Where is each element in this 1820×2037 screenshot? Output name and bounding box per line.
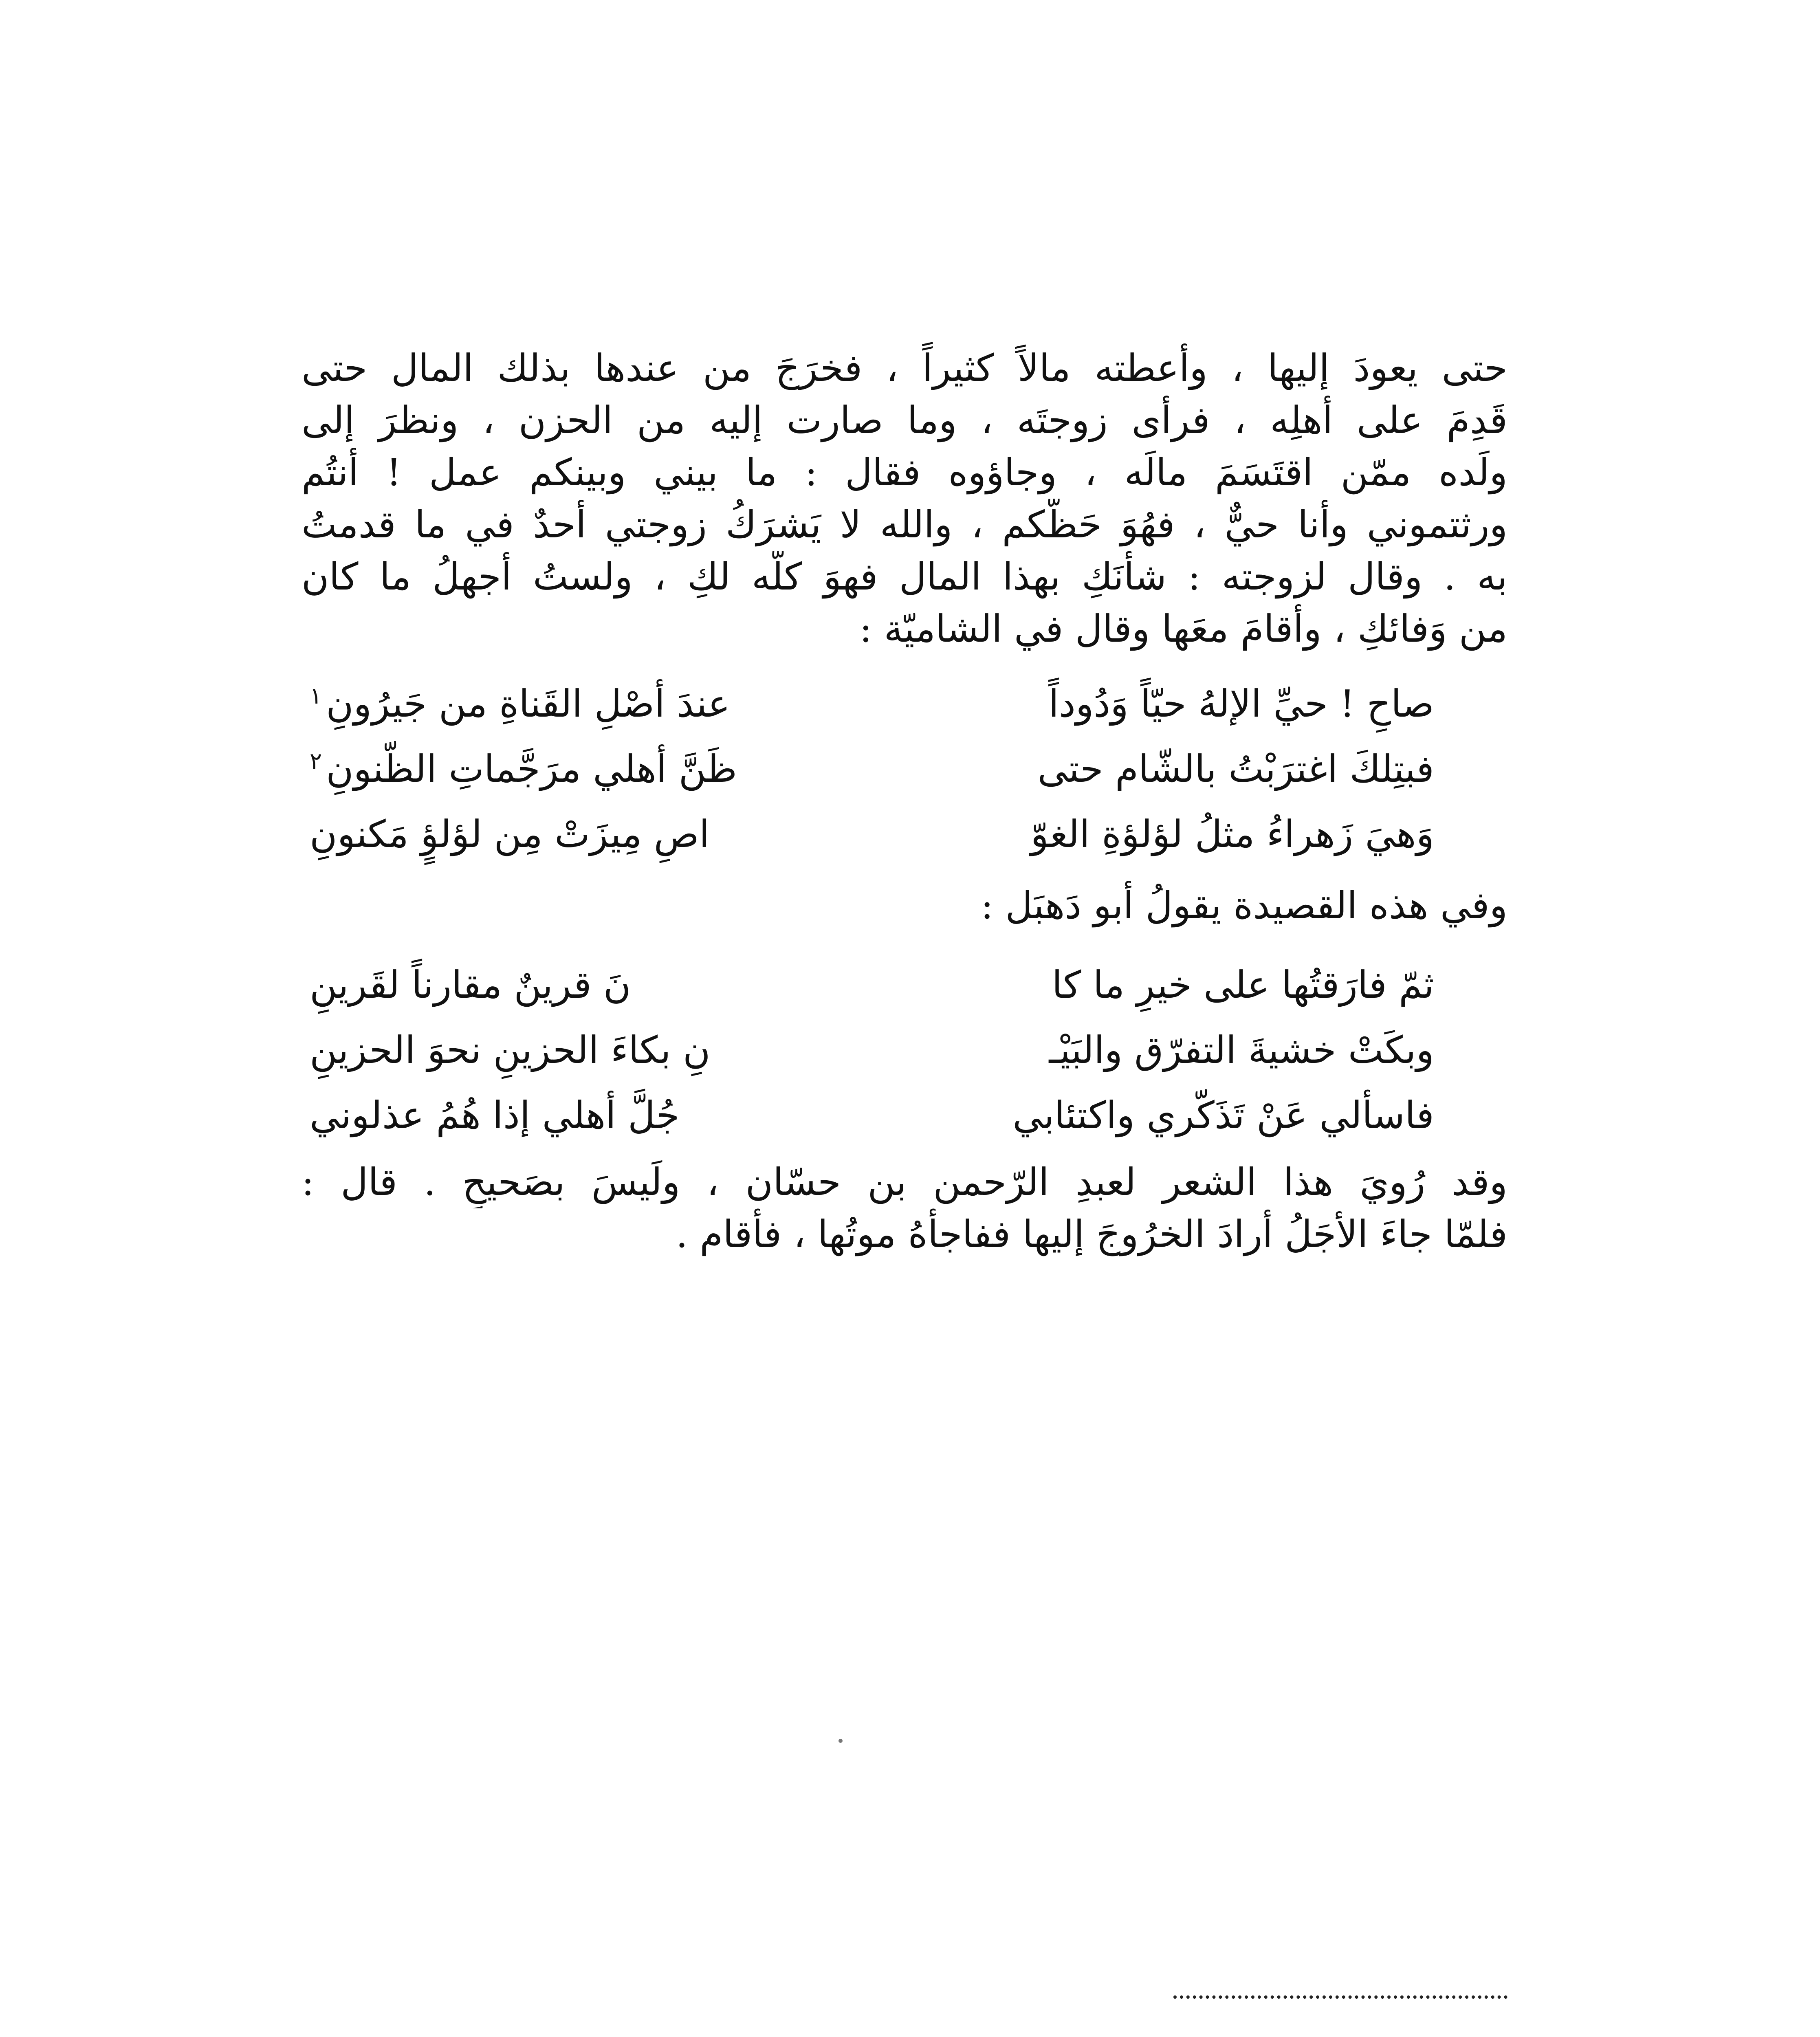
poem-2 bbox=[301, 953, 1507, 1148]
verse-row bbox=[310, 1018, 1434, 1083]
hemistich-second-text: اصِ مِيزَتْ مِن لؤلؤٍ مَكنونِ bbox=[310, 812, 710, 856]
verse-row bbox=[310, 737, 1434, 802]
hemistich-second: نِ بكاءَ الحزينِ نحوَ الحزينِ bbox=[310, 1028, 711, 1072]
separator-dot bbox=[838, 1739, 843, 1743]
footnotes bbox=[611, 2033, 1507, 2037]
hemistich-first: صاحِ ! حيِّ الإلهُ حيّاً وَدُوداً bbox=[1048, 682, 1434, 726]
prose-line: فلمّا جاءَ الأجَلُ أرادَ الخرُوجَ إليها ففاجأهُ موتُها ، فأقام . bbox=[676, 1212, 1507, 1256]
hemistich-first: فاسألي عَنْ تَذَكّري واكتئابي bbox=[1012, 1093, 1434, 1137]
prose-line: قَدِمَ على أهلِه ، فرأى زوجتَه ، وما صارت إليه من الحزن ، ونظرَ إلى bbox=[301, 398, 1507, 442]
hemistich-second bbox=[310, 737, 849, 802]
hemistich-second: نَ قرينٌ مقارناً لقَرينِ bbox=[310, 963, 631, 1007]
hemistich-second-text: عندَ أصْلِ القَناةِ من جَيرُونِ bbox=[326, 682, 731, 726]
prose-line: ولَده ممّن اقتَسَمَ مالَه ، وجاؤوه فقال : ما بيني وبينكم عمل ! أنتُم bbox=[301, 451, 1507, 494]
hemistich-second: جُلَّ أهلي إذا هُمُ عذلوني bbox=[310, 1093, 680, 1137]
hemistich-first: ثمّ فارَقتُها على خيرِ ما كا bbox=[1052, 963, 1434, 1007]
prose-line: ورثتموني وأنا حيٌّ ، فهُوَ حَظُّكم ، والله لا يَشرَكُ زوجتي أحدٌ في ما قدمتُ bbox=[301, 503, 1507, 546]
poem-1 bbox=[301, 671, 1507, 867]
footnote-marker: ٢ bbox=[310, 748, 322, 775]
hemistich-second bbox=[310, 802, 849, 867]
footnote-separator bbox=[1173, 1995, 1507, 1999]
footnote-marker: ١ bbox=[310, 683, 322, 710]
main-text bbox=[301, 342, 1507, 1260]
prose-line: به . وقال لزوجته : شأنَكِ بهذا المال فهوَ كلّه لكِ ، ولستُ أجهلُ ما كان bbox=[301, 555, 1507, 598]
hemistich-first: فبتِلكَ اغترَبْتُ بالشّام حتى bbox=[1037, 747, 1434, 791]
prose-line: من وَفائكِ ، وأقامَ معَها وقال في الشاميّة : bbox=[859, 607, 1507, 651]
verse-row bbox=[310, 802, 1434, 867]
verse-row bbox=[310, 671, 1434, 737]
verse-row bbox=[310, 1083, 1434, 1148]
paragraph-2 bbox=[301, 1156, 1507, 1260]
prose-line: وقد رُويَ هذا الشعر لعبدِ الرّحمن بن حسّان ، ولَيسَ بصَحيحٍ . قال : bbox=[301, 1160, 1507, 1204]
hemistich-first: وبكَتْ خشيةَ التفرّق والبَيْـ bbox=[1049, 1028, 1434, 1072]
footnote bbox=[611, 2033, 1507, 2037]
verse-row bbox=[310, 953, 1434, 1018]
paragraph-1 bbox=[301, 342, 1507, 655]
hemistich-first: وَهيَ زَهراءُ مثلُ لؤلؤةِ الغوّ bbox=[1030, 812, 1434, 856]
hemistich-second-text: ظَنَّ أهلي مرَجَّماتِ الظّنونِ bbox=[326, 747, 737, 791]
hemistich-second bbox=[310, 671, 849, 737]
prose-line: حتى يعودَ إليها ، وأعطته مالاً كثيراً ، فخرَجَ من عندها بذلك المال حتى bbox=[301, 346, 1507, 390]
poem-2-intro: وفي هذه القصيدة يقولُ أبو دَهبَل : bbox=[981, 884, 1507, 927]
